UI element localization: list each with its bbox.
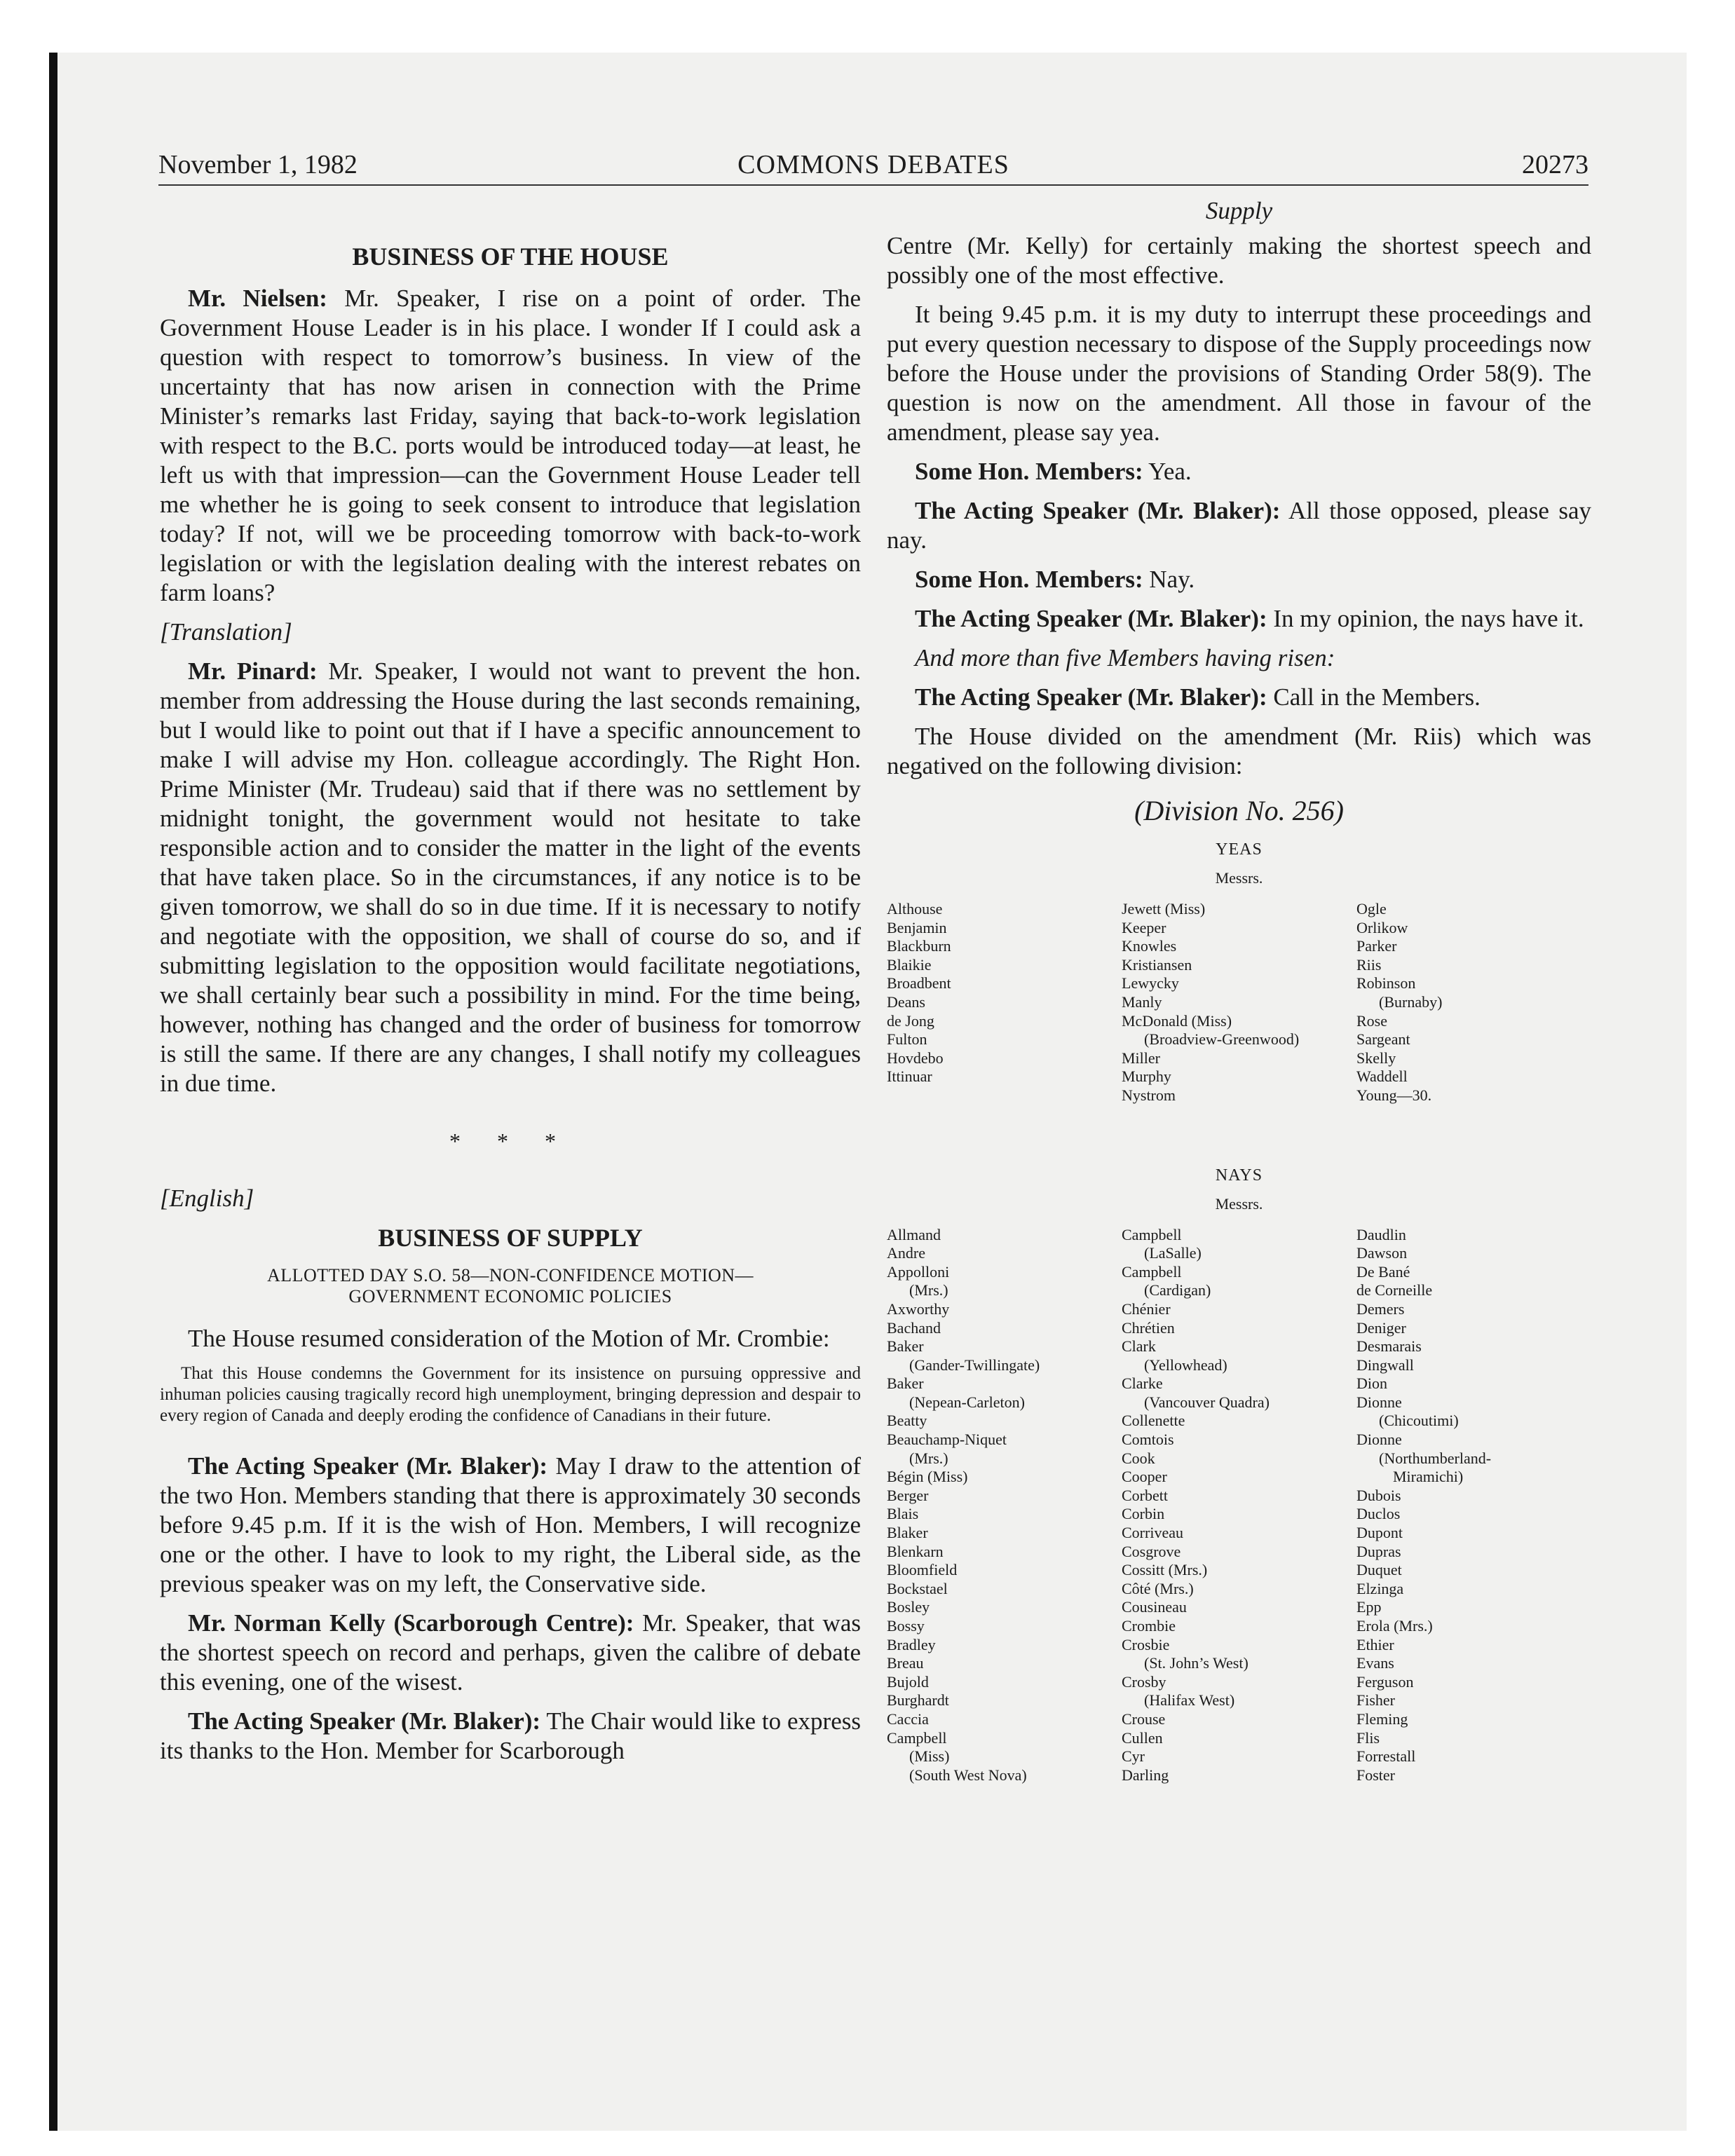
member-name: Riis (1356, 955, 1382, 974)
member-name: Epp (1356, 1598, 1382, 1616)
member-name: Broadbent (887, 974, 951, 992)
member-name: (LaSalle) (1144, 1244, 1202, 1262)
paragraph-kelly (160, 1609, 861, 1697)
member-name: Keeper (1122, 918, 1166, 936)
member-name: Forrestall (1356, 1747, 1416, 1766)
member-name: Benjamin (887, 918, 947, 936)
member-name: Deniger (1356, 1318, 1406, 1337)
member-name: Campbell (1122, 1262, 1182, 1281)
member-name: Bujold (887, 1672, 929, 1691)
member-name: Campbell (1122, 1225, 1182, 1243)
member-name: Ethier (1356, 1635, 1394, 1653)
nays-heading: NAYS (1215, 1166, 1263, 1185)
member-name: Young—30. (1356, 1086, 1432, 1104)
member-name: Miller (1122, 1049, 1160, 1067)
member-name: (Miss) (909, 1747, 950, 1766)
member-name: Cook (1122, 1449, 1155, 1467)
paragraph-members-risen: And more than five Members having risen: (915, 644, 1335, 671)
member-name: de Corneille (1356, 1281, 1433, 1299)
member-name: Rose (1356, 1011, 1387, 1030)
speech-text: In my opinion, the nays have it. (1273, 605, 1584, 632)
speaker-name: Mr. Pinard: (188, 657, 318, 685)
member-name: (South West Nova) (909, 1766, 1027, 1784)
member-name: de Jong (887, 1011, 934, 1030)
member-name: Flis (1356, 1728, 1380, 1747)
member-name: Campbell (887, 1728, 947, 1747)
member-name: Kristiansen (1122, 955, 1192, 974)
member-name: Nystrom (1122, 1086, 1176, 1104)
paragraph-resumed: The House resumed consideration of the Motion of Mr. Crombie: (188, 1325, 830, 1352)
speaker-name: The Acting Speaker (Mr. Blaker): (915, 497, 1281, 524)
nays-list (887, 1226, 1591, 1785)
member-name: Blenkarn (887, 1542, 944, 1560)
member-name: (Halifax West) (1144, 1691, 1235, 1710)
member-name: Daudlin (1356, 1225, 1406, 1243)
member-name: Cossitt (Mrs.) (1122, 1561, 1208, 1579)
speaker-name: The Acting Speaker (Mr. Blaker): (915, 683, 1267, 711)
paragraph-pinard (160, 657, 861, 1098)
section-separator: * * * (449, 1128, 571, 1154)
speaker-name: Some Hon. Members: (915, 566, 1143, 593)
member-name: Waddell (1356, 1067, 1408, 1086)
member-name: De Bané (1356, 1262, 1410, 1281)
paragraph-acting-speaker-4 (887, 604, 1591, 634)
header-page-number: 20273 (1522, 150, 1588, 179)
left-column (160, 235, 861, 1775)
member-name: Caccia (887, 1710, 929, 1728)
member-name: Ittinuar (887, 1067, 932, 1086)
member-name: Chénier (1122, 1299, 1171, 1318)
member-name: Elzinga (1356, 1579, 1404, 1597)
member-name: Baker (887, 1337, 924, 1356)
member-name: Beatty (887, 1412, 927, 1430)
member-name: Foster (1356, 1766, 1395, 1784)
member-name: Evans (1356, 1654, 1394, 1672)
paragraph-some-hon-yea (887, 457, 1591, 486)
member-name: Clarke (1122, 1374, 1163, 1393)
english-tag: [English] (160, 1185, 254, 1212)
member-name: Crosbie (1122, 1635, 1170, 1653)
member-name: Bosley (887, 1598, 930, 1616)
member-name: Comtois (1122, 1431, 1174, 1449)
speaker-name: Mr. Nielsen: (188, 285, 327, 312)
member-name: Murphy (1122, 1067, 1171, 1086)
member-name: Crosby (1122, 1672, 1166, 1691)
speech-text: Mr. Speaker, I would not want to prevent the hon. member from addressing the House during the last seconds remaining, but I would like to point out that if I have a specific announcement to make I will advise my Hon. colleague accordingly. The Right Hon. Prime Minister (Mr. Trudeau) said that if there was no settlement by midnight tonight, the government would not hesitate to take responsible action and to consider the matter in the light of the events that have taken place. So in the circumstances, if any notice is to be given tomorrow, we shall do so in due time. If it is necessary to notify and negotiate with the opposition, we shall of course do so, and if submitting legislation to the opposition would facilitate negotiations, we shall certainly bear such a possibility in mind. For the time being, however, nothing has changed and the order of business for tomorrow is still the same. If there are any changes, I shall notify my colleagues in due time. (160, 657, 861, 1097)
member-name: Bachand (887, 1318, 941, 1337)
paragraph-acting-speaker-5 (887, 683, 1591, 712)
member-name: Blaikie (887, 955, 932, 974)
member-name: Dupras (1356, 1542, 1401, 1560)
member-name: Blackburn (887, 937, 951, 955)
speech-text: Yea. (1148, 458, 1192, 485)
translation-tag: [Translation] (160, 618, 292, 646)
member-name: Axworthy (887, 1299, 950, 1318)
member-name: Sargeant (1356, 1030, 1410, 1049)
yeas-column-2 (1122, 900, 1356, 1105)
member-name: McDonald (Miss) (1122, 1011, 1232, 1030)
member-name: Blais (887, 1505, 919, 1523)
member-name: Côté (Mrs.) (1122, 1579, 1194, 1597)
page-header (158, 142, 1588, 186)
speaker-name: Some Hon. Members: (915, 458, 1143, 485)
paragraph-acting-speaker-2 (160, 1707, 861, 1766)
subheading (160, 1265, 861, 1307)
yeas-heading: YEAS (1216, 840, 1263, 859)
member-name: Crouse (1122, 1710, 1166, 1728)
member-name: Breau (887, 1654, 924, 1672)
speech-text: Mr. Speaker, I rise on a point of order. The Government House Leader is in his place. I wonder If I could ask a question with respect to tomorrow’s business. In view of the uncertainty that has now arisen in connection with the Prime Minister’s remarks last Friday, saying that back-to-work legislation with respect to the B.C. ports would be introduced today—at least, he left us with that impression—can the Government House Leader tell me whether he is going to seek consent to introduce that legislation today? If not, will we be proceeding tomorrow with back-to-work legislation or with the legislation dealing with the interest rebates on farm loans? (160, 285, 861, 606)
member-name: (Chicoutimi) (1379, 1412, 1459, 1430)
yeas-list (887, 900, 1591, 1105)
member-name: Beauchamp-Niquet (887, 1431, 1007, 1449)
member-name: Duquet (1356, 1561, 1402, 1579)
member-name: Lewycky (1122, 974, 1179, 992)
division-number: (Division No. 256) (1134, 795, 1344, 826)
member-name: Bockstael (887, 1579, 948, 1597)
member-name: (Burnaby) (1379, 992, 1443, 1011)
running-head: Supply (1205, 197, 1273, 224)
member-name: (Gander-Twillingate) (909, 1356, 1040, 1374)
member-name: Baker (887, 1374, 924, 1393)
member-name: Andre (887, 1244, 925, 1262)
speaker-name: The Acting Speaker (Mr. Blaker): (188, 1707, 541, 1735)
member-name: Fulton (887, 1030, 927, 1049)
member-name: Dawson (1356, 1244, 1408, 1262)
yeas-column-3 (1356, 900, 1591, 1105)
right-column (887, 196, 1591, 1785)
member-name: Parker (1356, 937, 1397, 955)
member-name: Althouse (887, 900, 943, 917)
paragraph-some-hon-nay (887, 565, 1591, 594)
paragraph-acting-speaker-3 (887, 496, 1591, 555)
member-name: Burghardt (887, 1691, 949, 1710)
section-heading-business-of-supply: BUSINESS OF SUPPLY (378, 1224, 643, 1252)
paragraph-house-divided: The House divided on the amendment (Mr. Riis) which was negatived on the following division: (887, 723, 1591, 779)
member-name: (Vancouver Quadra) (1144, 1393, 1270, 1411)
member-name: (Cardigan) (1144, 1281, 1211, 1299)
page-spine-edge (49, 53, 57, 2131)
subheading-line: ALLOTTED DAY S.O. 58—NON-CONFIDENCE MOTION— (266, 1265, 754, 1285)
nays-column-2 (1122, 1226, 1356, 1785)
member-name: Knowles (1122, 937, 1177, 955)
member-name: Cullen (1122, 1728, 1163, 1747)
member-name: Fleming (1356, 1710, 1408, 1728)
member-name: Orlikow (1356, 918, 1408, 936)
paragraph-continued: Centre (Mr. Kelly) for certainly making the shortest speech and possibly one of the most effective. (887, 232, 1591, 289)
subheading-line: GOVERNMENT ECONOMIC POLICIES (348, 1286, 672, 1306)
member-name: Skelly (1356, 1049, 1396, 1067)
member-name: Hovdebo (887, 1049, 944, 1067)
member-name: Cousineau (1122, 1598, 1187, 1616)
member-name: Clark (1122, 1337, 1156, 1356)
yeas-column-1 (887, 900, 1122, 1105)
member-name: Desmarais (1356, 1337, 1422, 1356)
member-name: (Mrs.) (909, 1449, 948, 1467)
speaker-name: Mr. Norman Kelly (Scarborough Centre): (188, 1609, 634, 1637)
member-name: (Mrs.) (909, 1281, 948, 1299)
paragraph-acting-speaker-1 (160, 1452, 861, 1599)
member-name: Ferguson (1356, 1672, 1414, 1691)
member-name: (St. John’s West) (1144, 1654, 1248, 1672)
member-name: Dionne (1356, 1431, 1402, 1449)
member-name: Bossy (887, 1617, 925, 1635)
member-name: Corriveau (1122, 1524, 1183, 1542)
speech-text: Mr. Speaker, that was the shortest speech on record and perhaps, given the calibre of debate this evening, one of the wisest. (160, 1609, 861, 1696)
member-name: (Northumberland- (1379, 1449, 1492, 1467)
member-name: Robinson (1356, 974, 1416, 992)
speaker-name: The Acting Speaker (Mr. Blaker): (188, 1452, 548, 1480)
member-name: Dionne (1356, 1393, 1402, 1411)
header-title: COMMONS DEBATES (737, 150, 1009, 179)
header-date: November 1, 1982 (158, 150, 358, 179)
paragraph-it-being: It being 9.45 p.m. it is my duty to interrupt these proceedings and put every question necessary to dispose of the Supply proceedings now before the House under the provisions of Standing Order 58(9). The question is now on the amendment. All those in favour of the amendment, please say yea. (887, 301, 1591, 446)
member-name: Corbett (1122, 1486, 1168, 1504)
speaker-name: The Acting Speaker (Mr. Blaker): (915, 605, 1267, 632)
speech-text: The Chair would like to express its thanks to the Hon. Member for Scarborough (160, 1707, 861, 1764)
nays-column-3 (1356, 1226, 1591, 1785)
member-name: Blaker (887, 1524, 928, 1542)
member-name: (Nepean-Carleton) (909, 1393, 1025, 1411)
member-name: Demers (1356, 1299, 1405, 1318)
yeas-messrs-label: Messrs. (1215, 869, 1263, 887)
member-name: Appolloni (887, 1262, 950, 1281)
member-name: Corbin (1122, 1505, 1165, 1523)
member-name: Fisher (1356, 1691, 1395, 1710)
member-name: Duclos (1356, 1505, 1401, 1523)
member-name: Bégin (Miss) (887, 1468, 968, 1486)
member-name: Dion (1356, 1374, 1387, 1393)
member-name: Erola (Mrs.) (1356, 1617, 1433, 1635)
member-name: Ogle (1356, 900, 1387, 917)
paragraph-nielsen (160, 284, 861, 608)
member-name: Allmand (887, 1225, 941, 1243)
member-name: Cooper (1122, 1468, 1167, 1486)
member-name: Dupont (1356, 1524, 1403, 1542)
member-name: Miramichi) (1393, 1468, 1464, 1486)
member-name: Bloomfield (887, 1561, 958, 1579)
member-name: Cyr (1122, 1747, 1145, 1766)
speech-text: Nay. (1149, 566, 1195, 593)
motion-text: That this House condemns the Government for its insistence on pursuing oppressive and inhuman policies causing tragically record high unemployment, bringing depression and despair to every region of Canada and deeply eroding the confidence of Canadians in their future. (160, 1364, 861, 1425)
member-name: Collenette (1122, 1412, 1185, 1430)
member-name: Deans (887, 992, 925, 1011)
member-name: (Yellowhead) (1144, 1356, 1227, 1374)
speech-text: All those opposed, please say nay. (887, 497, 1591, 554)
member-name: Crombie (1122, 1617, 1176, 1635)
speech-text: May I draw to the attention of the two Hon. Members standing that there is approximately 30 seconds before 9.45 p.m. If it is the wish of Hon. Members, I will recognize one or the other. I have to look to my right, the Liberal side, as the previous speaker was on my left, the Conservative side. (160, 1452, 861, 1597)
speech-text: Call in the Members. (1273, 683, 1481, 711)
member-name: Dubois (1356, 1486, 1401, 1504)
member-name: Bradley (887, 1635, 936, 1653)
member-name: Dingwall (1356, 1356, 1414, 1374)
nays-messrs-label: Messrs. (1215, 1194, 1263, 1213)
member-name: Cosgrove (1122, 1542, 1181, 1560)
member-name: (Broadview-Greenwood) (1144, 1030, 1300, 1049)
member-name: Darling (1122, 1766, 1169, 1784)
nays-column-1 (887, 1226, 1122, 1785)
member-name: Manly (1122, 992, 1162, 1011)
section-heading-business-of-house: BUSINESS OF THE HOUSE (352, 243, 669, 271)
member-name: Berger (887, 1486, 929, 1504)
member-name: Jewett (Miss) (1122, 900, 1206, 917)
member-name: Chrétien (1122, 1318, 1175, 1337)
